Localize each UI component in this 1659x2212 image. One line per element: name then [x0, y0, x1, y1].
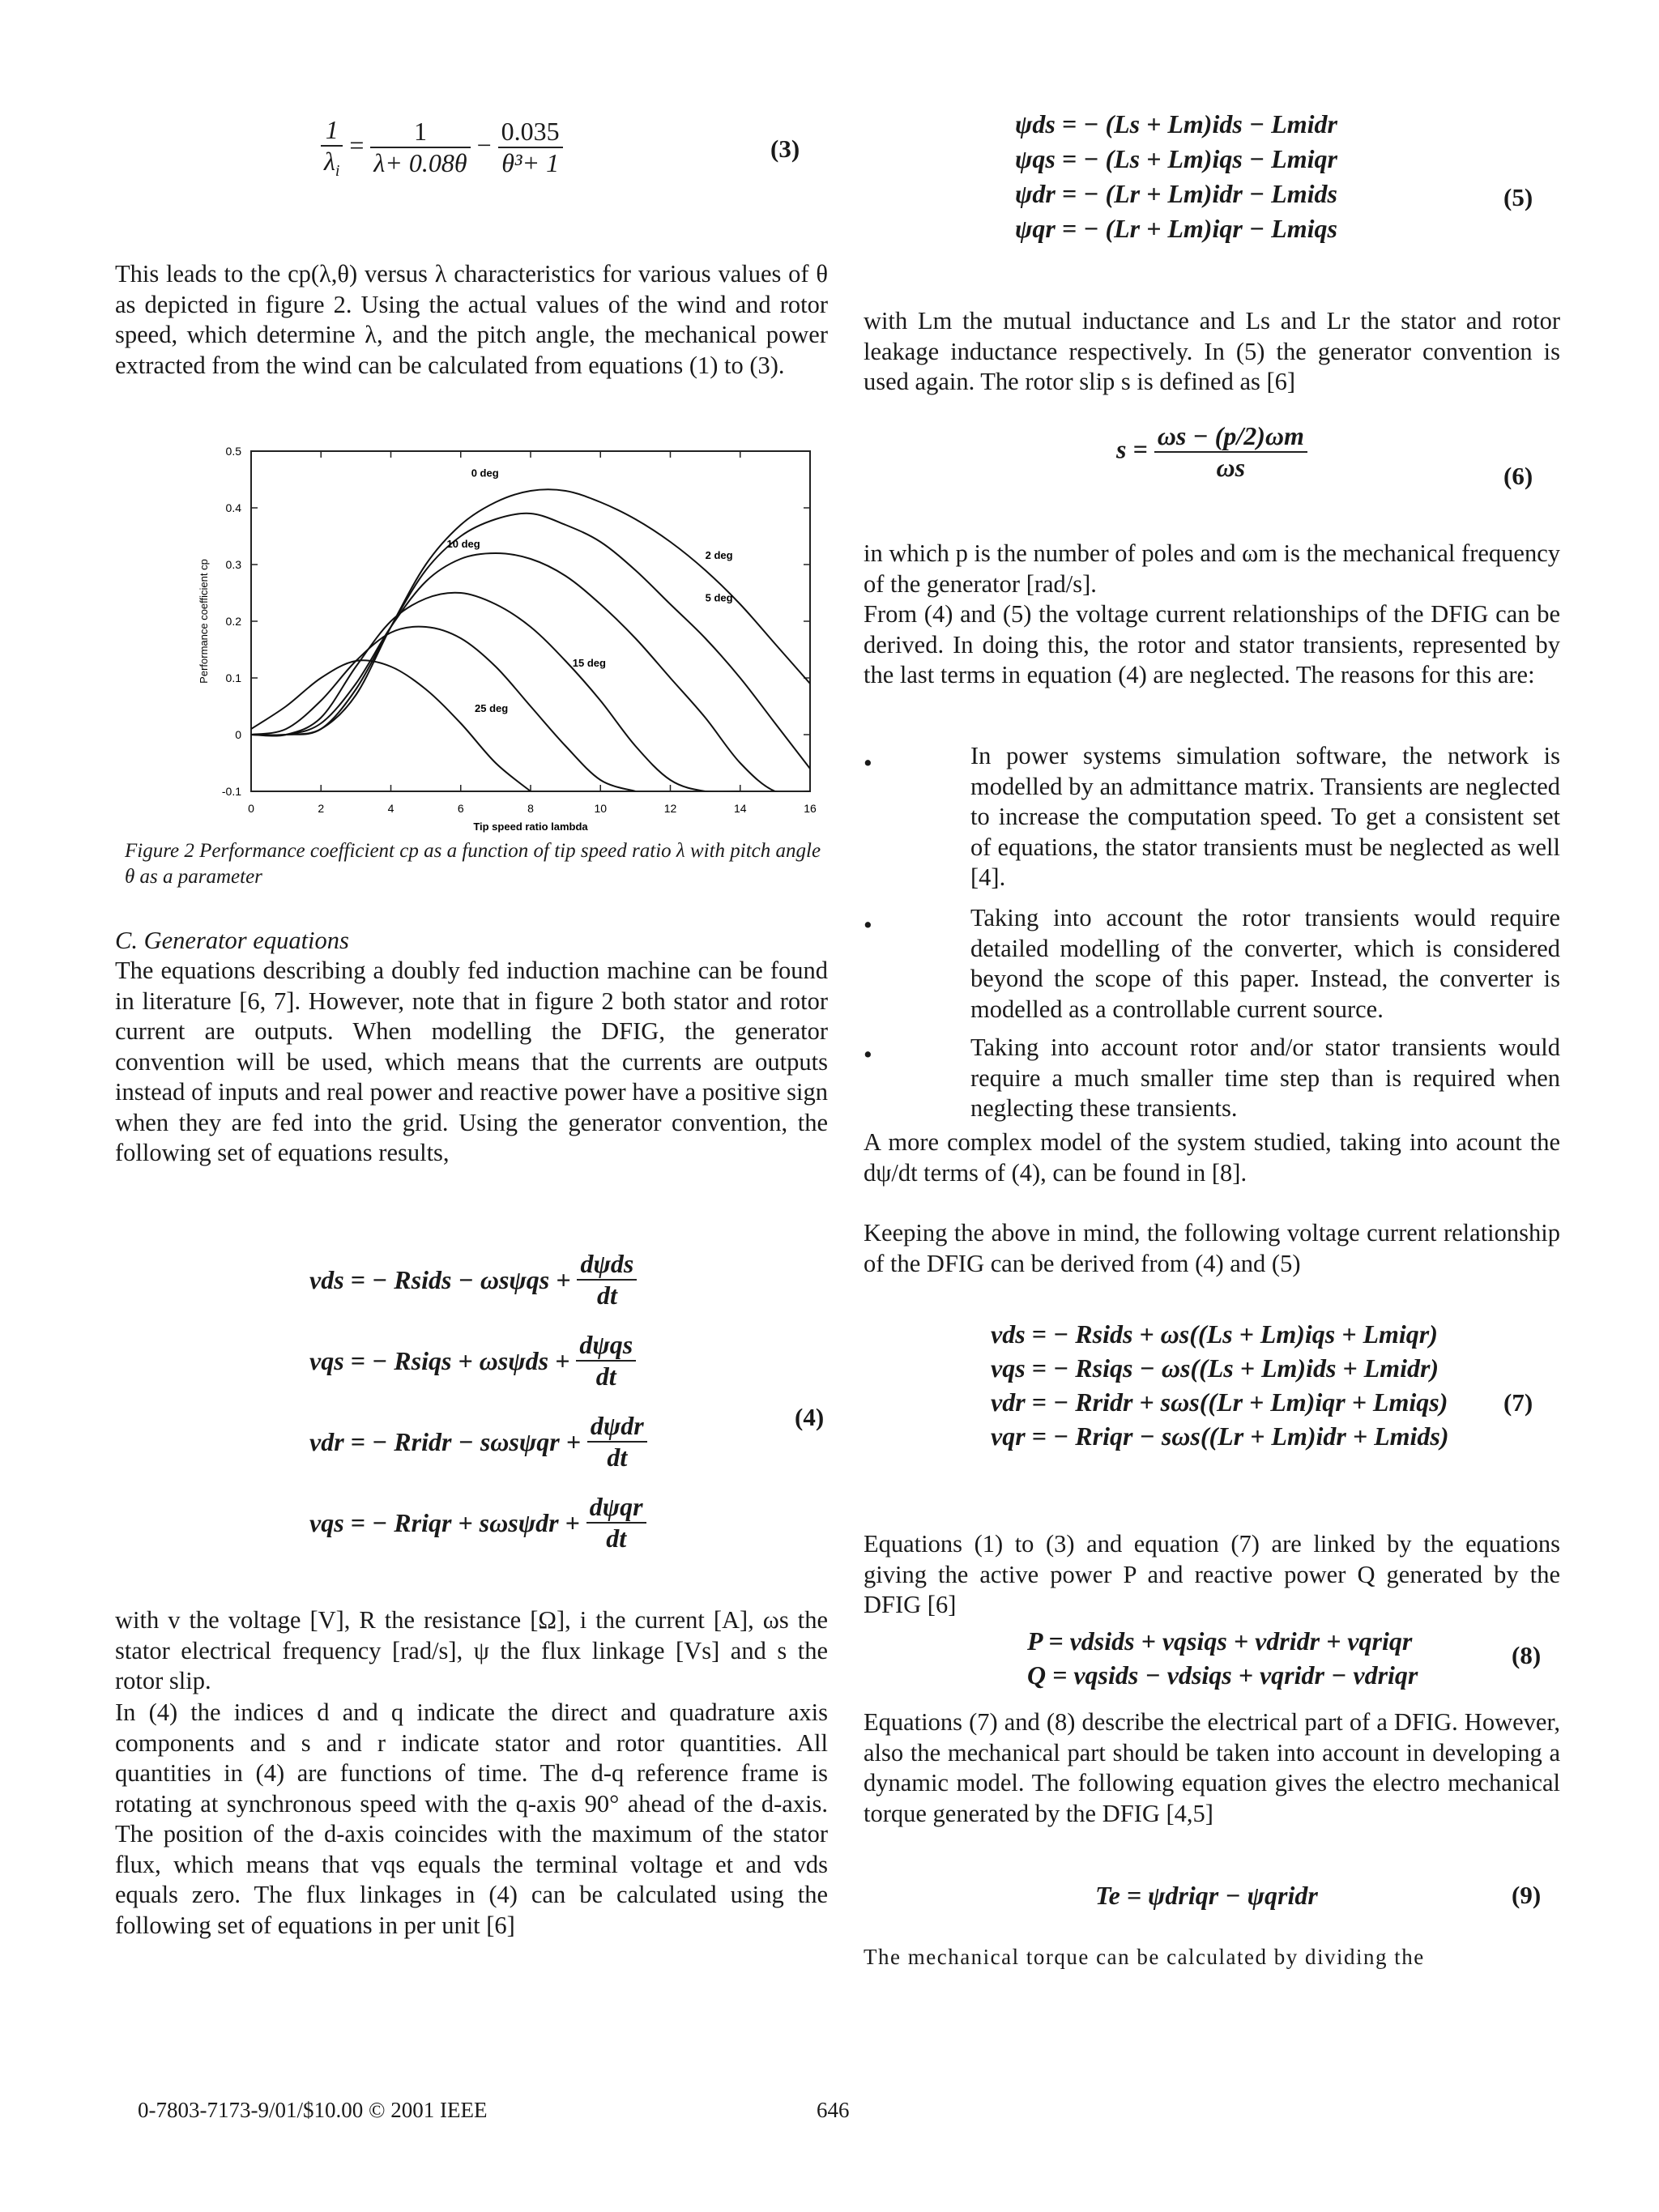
series-line [251, 627, 635, 791]
right-paragraph-2: in which p is the number of poles and ωm is the mechanical frequency of the generator [rad/s]. [864, 539, 1560, 598]
eq3-lhs: $\frac{1}{\lambda_i}$ [321, 115, 343, 181]
y-tick-label: 0.5 [225, 445, 241, 458]
eq3-term1: $\frac{1}{\lambda+ 0.08\theta}$ [370, 117, 470, 178]
eq4-derivative [586, 1492, 646, 1554]
eq4-rhs: = − Rriqr + sωsψdr + [350, 1507, 580, 1537]
y-tick-label: 0.2 [225, 615, 241, 628]
eq4-number: (4) [795, 1403, 825, 1431]
x-tick-label: 2 [318, 802, 325, 815]
x-tick-label: 12 [663, 802, 677, 815]
chart-lines [251, 489, 810, 793]
y-tick-label: 0 [235, 728, 241, 741]
eq4-derivative-num: dψds [580, 1249, 634, 1278]
right-paragraph-6: Equations (1) to (3) and equation (7) are linked by the equations giving the active power P and reactive power Q generated by the DFIG [6] [864, 1530, 1560, 1618]
right-paragraph-5: Keeping the above in mind, the following voltage current relationship of the DFIG can be derived from (4) and (5) [864, 1219, 1560, 1277]
eq4-derivative-num: dψqs [579, 1330, 633, 1359]
series-annotation: 2 deg [705, 549, 733, 561]
eq4-derivative-den: dt [587, 1441, 647, 1473]
eq4-derivative-num: dψdr [590, 1411, 644, 1440]
section-heading: C. Generator equations [115, 927, 349, 954]
bullet-2-marker: • [864, 911, 872, 939]
right-paragraph-3: From (4) and (5) the voltage current relationships of the DFIG can be derived. In doing this, the rotor and stator transients, represented by the last terms in equation (4) are neglected. The reasons for this are: [864, 600, 1560, 688]
left-paragraph-2: The equations describing a doubly fed induction machine can be found in literature [6, 7]. However, note that in figure 2 both stator and rotor current are outputs. When modelling the DFIG, the generator convention will be used, which means that the currents are outputs instead of inputs and real power and reactive power have a positive sign when they are fed into the grid. Using the generator convention, the following set of equations results, [115, 957, 828, 1166]
eq4-derivative-den: dt [577, 1279, 637, 1311]
left-paragraph-3: with v the voltage [V], R the resistance [Ω], i the current [A], ωs the stator electrical frequency [rad/s], ψ the flux linkage [Vs] and s the rotor slip. [115, 1606, 828, 1694]
eq4-derivative-den: dt [586, 1522, 646, 1554]
figure-2-caption: Figure 2 Performance coefficient cp as a function of tip speed ratio λ with pitch angle θ as a parameter [125, 840, 821, 888]
right-paragraph-4: A more complex model of the system studied, taking into acount the dψ/dt terms of (4), can be found in [8]. [864, 1128, 1560, 1187]
figure-2-chart [180, 441, 909, 838]
eq4-row [309, 1320, 714, 1401]
series-annotation: 5 deg [705, 591, 733, 604]
x-axis-label: Tip speed ratio lambda [473, 820, 588, 833]
eq4-derivative [577, 1249, 637, 1311]
eq7-number: (7) [1503, 1388, 1533, 1417]
x-tick-label: 0 [248, 802, 254, 815]
eq4-derivative [576, 1330, 636, 1392]
x-tick-label: 4 [387, 802, 394, 815]
series-annotation: 25 deg [475, 702, 509, 714]
x-tick-label: 10 [594, 802, 608, 815]
eq4-row [309, 1401, 714, 1482]
x-tick-label: 6 [457, 802, 464, 815]
eq4-derivative [587, 1411, 647, 1473]
eq4-rhs: = − Rsids − ωsψqs + [350, 1264, 571, 1294]
equation-4 [309, 1239, 714, 1563]
right-paragraph-7: Equations (7) and (8) describe the electrical part of a DFIG. However, also the mechanical part should be taken into account in developing a dynamic model. The following equation gives the electro mechanical torque generated by the DFIG [4,5] [864, 1708, 1560, 1827]
eq4-row [309, 1482, 714, 1563]
eq4-lhs: vds [309, 1264, 344, 1294]
bullet-3: Taking into account rotor and/or stator transients would require a much smaller time step than is required when neglecting these transients. [970, 1034, 1560, 1122]
equation-6: s = $\frac{\omega s - (p/2)\omega m}{\omega s}$ [1116, 421, 1307, 483]
equation-5: ψds = − (Ls + Lm)ids − Lmidr ψqs = − (Ls + Lm)iqs − Lmiqr ψdr = − (Lr + Lm)idr − Lmids ψqr = − (Lr + Lm)iqr − Lmiqs [1015, 109, 1337, 243]
eq4-lhs: vdr [309, 1426, 344, 1456]
eq4-lhs: vqs [309, 1345, 344, 1375]
bullet-1: In power systems simulation software, the network is modelled by an admittance matrix. Transients are neglected to increase the computation speed. To get a consistent set of equations, the stator transients must be neglected as well [4]. [970, 742, 1560, 891]
x-tick-label: 16 [804, 802, 817, 815]
x-tick-label: 14 [733, 802, 747, 815]
bullet-3-marker: • [864, 1041, 872, 1068]
y-tick-label: 0.4 [225, 501, 241, 514]
eq8-number: (8) [1512, 1641, 1542, 1669]
right-paragraph-1: with Lm the mutual inductance and Ls and Lr the stator and rotor leakage inductance respectively. In (5) the generator convention is used again. The rotor slip s is defined as [6] [864, 307, 1560, 395]
series-annotation: 10 deg [446, 538, 480, 550]
y-tick-label: -0.1 [221, 785, 241, 798]
plot-frame [251, 451, 810, 791]
y-tick-label: 0.1 [225, 671, 241, 684]
series-annotation: 15 deg [572, 657, 606, 669]
right-paragraph-8: The mechanical torque can be calculated by dividing the [864, 1945, 1425, 1969]
eq4-row [309, 1239, 714, 1320]
bullet-1-marker: • [864, 749, 872, 777]
chart-axes [251, 451, 810, 791]
left-paragraph-4: In (4) the indices d and q indicate the direct and quadrature axis components and s and r indicate stator and rotor quantities. All quantities in (4) are functions of time. The d-q reference frame is rotating at synchronous speed with the q-axis 90° ahead of the d-axis. The position of the d-axis coincides with the maximum of the stator flux, which means that vqs equals the terminal voltage et and vds equals zero. The flux linkages in (4) can be calculated using the following set of equations in per unit [6] [115, 1698, 828, 1939]
chart-labels [198, 445, 817, 833]
equation-9: Te = ψdriqr − ψqridr [1095, 1881, 1318, 1910]
page-number: 646 [817, 2098, 850, 2122]
eq3-number: (3) [770, 134, 800, 163]
x-tick-label: 8 [527, 802, 534, 815]
eq9-number: (9) [1512, 1881, 1542, 1909]
left-paragraph-1: This leads to the cp(λ,θ) versus λ characteristics for various values of θ as depicted in figure 2. Using the actual values of the wind and rotor speed, which determine λ, and the pitch angle, the mechanical power extracted from the wind can be calculated from equations (1) to (3). [115, 260, 828, 379]
series-annotation: 0 deg [471, 467, 499, 479]
equation-8: P = vdsids + vqsiqs + vdridr + vqriqr Q = vqsids − vdsiqs + vqridr − vdriqr [1027, 1626, 1418, 1690]
equation-7: vds = − Rsids + ωs((Ls + Lm)iqs + Lmiqr) vqs = − Rsiqs − ωs((Ls + Lm)ids + Lmidr) vdr = − Rridr + sωs((Lr + Lm)iqr + Lmiqs) vqr = − Rriqr − sωs((Lr + Lm)idr + Lmids) [991, 1319, 1449, 1451]
eq6-number: (6) [1503, 462, 1533, 490]
eq5-number: (5) [1503, 183, 1533, 211]
y-axis-label: Performance coefficient cp [198, 559, 210, 684]
eq4-rhs: = − Rsiqs + ωsψds + [350, 1345, 570, 1375]
eq4-derivative-den: dt [576, 1360, 636, 1392]
eq4-lhs: vqs [309, 1507, 344, 1537]
footer-copyright: 0-7803-7173-9/01/$10.00 © 2001 IEEE [138, 2098, 488, 2122]
eq4-derivative-num: dψqr [589, 1492, 643, 1521]
equation-3: $\frac{1}{\lambda_i}$ = $\frac{1}{\lambda+ 0.08\theta}$ − $\frac{0.035}{\text{θ³+ 1}}$ [321, 115, 563, 181]
eq4-rhs: = − Rridr − sωsψqr + [350, 1426, 581, 1456]
eq3-term2: $\frac{0.035}{\text{θ³+ 1}}$ [498, 117, 563, 178]
y-tick-label: 0.3 [225, 558, 241, 571]
bullet-2: Taking into account the rotor transients would require detailed modelling of the converter, which is considered beyond the scope of this paper. Instead, the converter is modelled as a controllable current source. [970, 904, 1560, 1023]
